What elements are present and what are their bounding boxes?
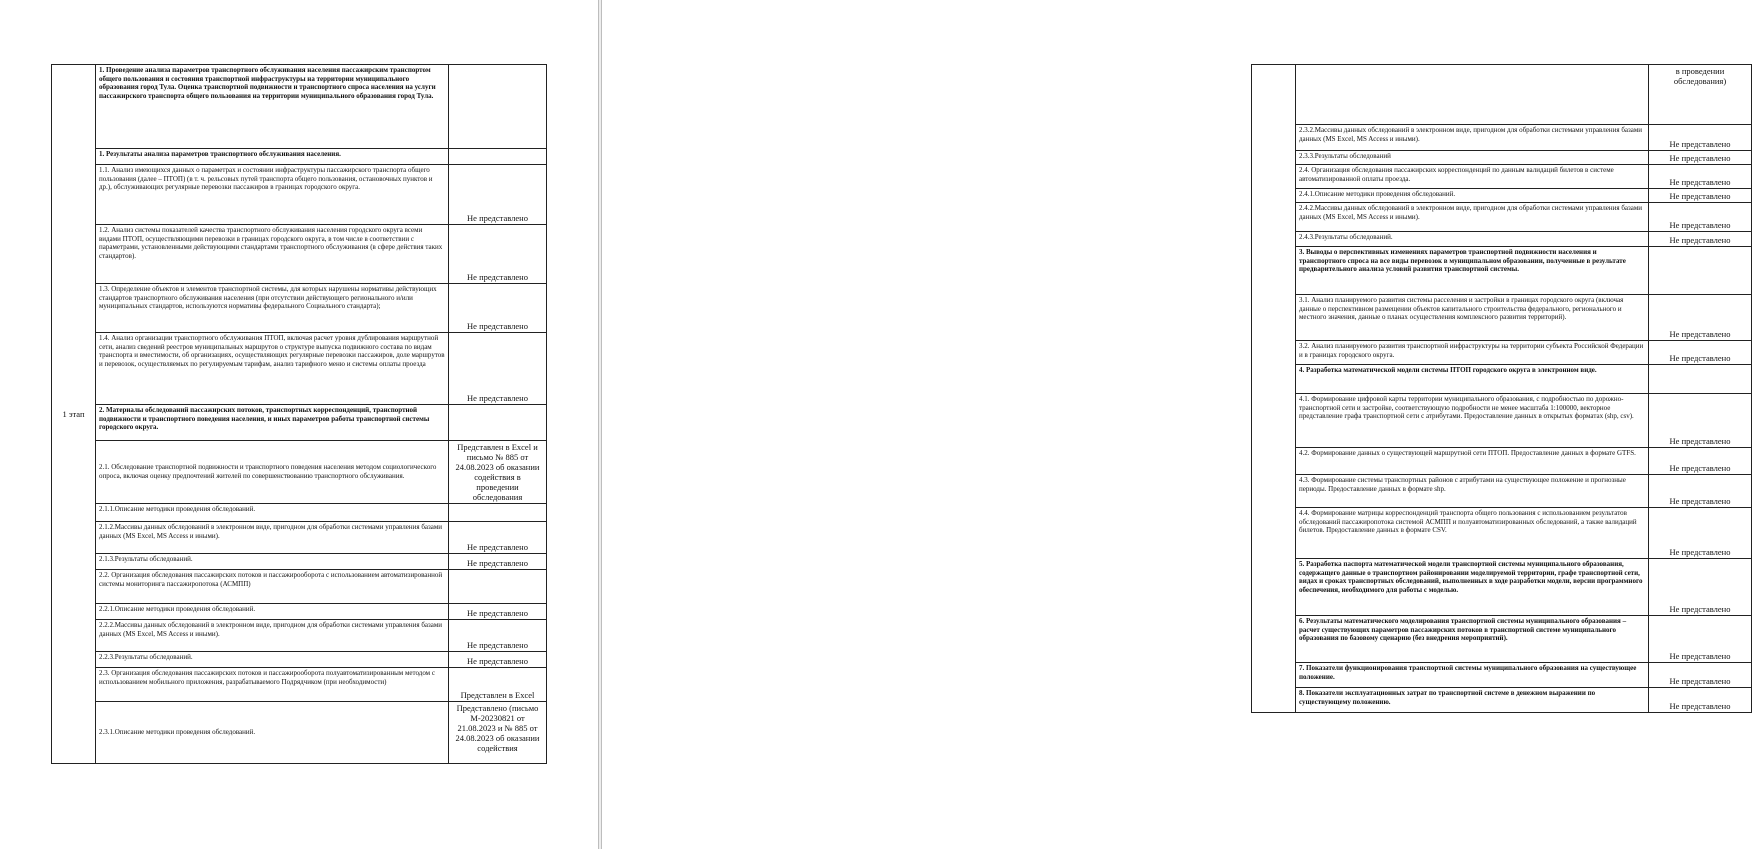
table-cell-text: 2.2. Организация обследования пассажирских потоков и пассажирооборота с использованием автоматизированной системы мониторинга пассажиропотока (АСМПП) <box>96 570 449 604</box>
table-cell-status <box>449 65 547 149</box>
table-cell-text: 2.1.3.Результаты обследований. <box>96 554 449 570</box>
table-cell-status: Представлен в Excel <box>449 668 547 702</box>
table-cell-status: Не представлено <box>449 652 547 668</box>
table-cell-text: 6. Результаты математического моделирования транспортной системы муниципального образования – расчет существующих параметров пассажирских потоков в транспортной системе муниципального образования по базовому сценарию (без внедрения мероприятий). <box>1296 616 1649 663</box>
table-cell-text: 2.3.3.Результаты обследований <box>1296 151 1649 165</box>
table-cell-text: 8. Показатели эксплуатационных затрат по транспортной системе в денежном выражении по существующему положению. <box>1296 688 1649 713</box>
table-cell-status <box>1649 365 1752 394</box>
table-cell-text: 1.4. Анализ организации транспортного обслуживания ПТОП, включая расчет уровня дублирования маршрутной сети, анализ сведений реестров муниципальных маршрутов о структуре выпуска подвижного состава по видам транспорта и вместимости, об организациях, осуществляющих регулярные перевозки пассажиров, доле маршрутов и перевозок, осуществляемых по регулируемым тарифам, анализ тарифного меню и системы оплаты проезда <box>96 333 449 405</box>
table-cell-status: Не представлено <box>1649 165 1752 189</box>
table-cell-status: Не представлено <box>449 225 547 284</box>
table-cell-status: Не представлено <box>1649 341 1752 365</box>
table-cell-text: 2.1.1.Описание методики проведения обследований. <box>96 504 449 522</box>
table-cell-status: Не представлено <box>1649 508 1752 559</box>
table-cell-status <box>449 504 547 522</box>
table-cell-status: Не представлено <box>449 620 547 652</box>
table-cell-text: 2.2.2.Массивы данных обследований в электронном виде, пригодном для обработки системами управления базами данных (MS Excel, MS Access и иными). <box>96 620 449 652</box>
table-cell-text: 4. Разработка математической модели системы ПТОП городского округа в электронном виде. <box>1296 365 1649 394</box>
table-cell-status <box>449 570 547 604</box>
table-cell-text: 4.4. Формирование матрицы корреспонденций транспорта общего пользования с использованием результатов обследований пассажиропотока системой АСМПП и полуавтоматизированных обследований, а также валидаций билетов. Предоставление данных в формате CSV. <box>1296 508 1649 559</box>
table-cell-status: Не представлено <box>1649 151 1752 165</box>
work-status-table-left <box>51 64 547 764</box>
document-page-left <box>0 0 598 849</box>
table-cell-text: 2.1.2.Массивы данных обследований в электронном виде, пригодном для обработки системами управления базами данных (MS Excel, MS Access и иными). <box>96 522 449 554</box>
table-cell-text: 2.3.1.Описание методики проведения обследований. <box>96 702 449 764</box>
table-cell-status: Не представлено <box>1649 232 1752 247</box>
table-cell-status: Не представлено <box>1649 616 1752 663</box>
table-cell-text: 1.1. Анализ имеющихся данных о параметрах и состоянии инфраструктуры пассажирского транспорта общего пользования (далее – ПТОП) (в т. ч. рельсовых путей транспорта общего пользования, остановочных пунктов и др.), обслуживающих регулярные перевозки пассажиров в границах городского округа. <box>96 165 449 225</box>
table-cell-text: 3.2. Анализ планируемого развития транспортной инфраструктуры на территории субъекта Российской Федерации и в границах городского округа. <box>1296 341 1649 365</box>
table-cell-text: 2.4.1.Описание методики проведения обследований. <box>1296 189 1649 203</box>
table-cell-status: Представлено (письмо М-20230821 от 21.08.2023 и № 885 от 24.08.2023 об оказании содействия <box>449 702 547 764</box>
table-cell-text: 2.4.2.Массивы данных обследований в электронном виде, пригодном для обработки системами управления базами данных (MS Excel, MS Access и иными). <box>1296 203 1649 232</box>
stage-label: 1 этап <box>52 65 96 764</box>
table-cell-text: 7. Показатели функционирования транспортной системы муниципального образования на существующее положение. <box>1296 663 1649 688</box>
table-cell-text: 4.1. Формирование цифровой карты территории муниципального образования, с подробностью по дорожно-транспортной сети и застройке, соответствующую подробности не менее масштаба 1:100000, векторное представление графа транспортной сети с атрибутами. Предоставление данных в открытых форматах (shp, csv). <box>1296 394 1649 448</box>
table-cell-text: 2.3.2.Массивы данных обследований в электронном виде, пригодном для обработки системами управления базами данных (MS Excel, MS Access и иными). <box>1296 125 1649 151</box>
table-cell-status: Не представлено <box>1649 448 1752 475</box>
table-cell-status <box>449 405 547 441</box>
table-cell-status: Не представлено <box>1649 475 1752 508</box>
table-cell-text: 4.2. Формирование данных о существующей маршрутной сети ПТОП. Предоставление данных в формате GTFS. <box>1296 448 1649 475</box>
work-status-table-right <box>1251 64 1752 713</box>
document-page-right <box>602 0 1731 849</box>
table-cell-status <box>449 149 547 165</box>
table-cell-text: 2.3. Организация обследования пассажирских потоков и пассажирооборота полуавтоматизированным методом с использованием мобильного приложения, разрабатываемого Подрядчиком (при необходимости) <box>96 668 449 702</box>
table-cell-status: Не представлено <box>1649 125 1752 151</box>
table-cell-status: Не представлено <box>1649 688 1752 713</box>
table-cell-text: 2.1. Обследование транспортной подвижности и транспортного поведения населения методом социологического опроса, включая оценку предпочтений жителей по совершенствованию транспортного обслуживания. <box>96 441 449 504</box>
table-cell-status: Не представлено <box>449 554 547 570</box>
table-cell-text: 3. Выводы о перспективных изменениях параметров транспортной подвижности населения и транспортного спроса на все виды перевозок в муниципальном образовании, полученные в результате предварительного анализа условий развития транспортной системы. <box>1296 247 1649 295</box>
table-cell-text: 2.4. Организация обследования пассажирских корреспонденций по данным валидаций билетов в системе автоматизированной оплаты проезда. <box>1296 165 1649 189</box>
table-cell-text: 1. Результаты анализа параметров транспортного обслуживания населения. <box>96 149 449 165</box>
table-cell-text: 2. Материалы обследований пассажирских потоков, транспортных корреспонденций, транспортной подвижности и транспортного поведения населения, и иных параметров работы транспортной системы городского округа. <box>96 405 449 441</box>
table-cell-text: 3.1. Анализ планируемого развития системы расселения и застройки в границах городского округа (включая данные о перспективном размещении объектов капитального строительства федерального, регионального и местного значения, данные о планах осуществления комплексного развития территорий). <box>1296 295 1649 341</box>
table-cell-status: Не представлено <box>1649 295 1752 341</box>
table-cell-status: Не представлено <box>1649 559 1752 616</box>
table-cell-text: 4.3. Формирование системы транспортных районов с атрибутами на существующее положение и прогнозные периоды. Предоставление данных в формате shp. <box>1296 475 1649 508</box>
table-cell-text: 2.4.3.Результаты обследований. <box>1296 232 1649 247</box>
table-cell-status: Не представлено <box>449 604 547 620</box>
table-cell-status: Представлен в Excel и письмо № 885 от 24.08.2023 об оказании содействия в проведении обследования <box>449 441 547 504</box>
table-cell-status: Не представлено <box>449 333 547 405</box>
table-cell-status <box>1649 247 1752 295</box>
table-cell-text: 2.2.3.Результаты обследований. <box>96 652 449 668</box>
table-cell-status: Не представлено <box>1649 394 1752 448</box>
table-cell-text: 1.2. Анализ системы показателей качества транспортного обслуживания населения городского округа всеми видами ПТОП, осуществляющими перевозки в границах городского округа, в том числе в соответствии с параметрами, установленными действующими стандартами транспортного обслуживания (в сфере действия таких стандартов). <box>96 225 449 284</box>
table-cell-text: 1. Проведение анализа параметров транспортного обслуживания населения пассажирским транспортом общего пользования и состояния транспортной инфраструктуры на территории муниципального образования город Тула. Оценка транспортной подвижности и транспортного спроса населения на услуги пассажирского транспорта общего пользования на территории муниципального образования город Тула. <box>96 65 449 149</box>
table-cell-text <box>1296 65 1649 125</box>
table-cell-status: Не представлено <box>449 284 547 333</box>
table-cell-text: 1.3. Определение объектов и элементов транспортной системы, для которых нарушены нормативы действующих стандартов транспортного обслуживания населения (при отсутствии действующего регионального и/или муниципальных стандартов, используются нормативы федерального Социального стандарта); <box>96 284 449 333</box>
table-cell-status: Не представлено <box>449 522 547 554</box>
table-cell-status: Не представлено <box>1649 203 1752 232</box>
table-cell-status: в проведении обследования) <box>1649 65 1752 125</box>
table-cell-status: Не представлено <box>449 165 547 225</box>
table-cell-text: 2.2.1.Описание методики проведения обследований. <box>96 604 449 620</box>
stage-cell-empty <box>1252 65 1296 713</box>
table-cell-status: Не представлено <box>1649 663 1752 688</box>
table-cell-text: 5. Разработка паспорта математической модели транспортной системы муниципального образования, содержащего данные о транспортном районировании моделируемой территории, графе транспортной сети, видах и сроках транспортных обследований, выполненных в ходе разработки модели, версии программного обеспечения, необходимого для работы с моделью. <box>1296 559 1649 616</box>
table-cell-status: Не представлено <box>1649 189 1752 203</box>
